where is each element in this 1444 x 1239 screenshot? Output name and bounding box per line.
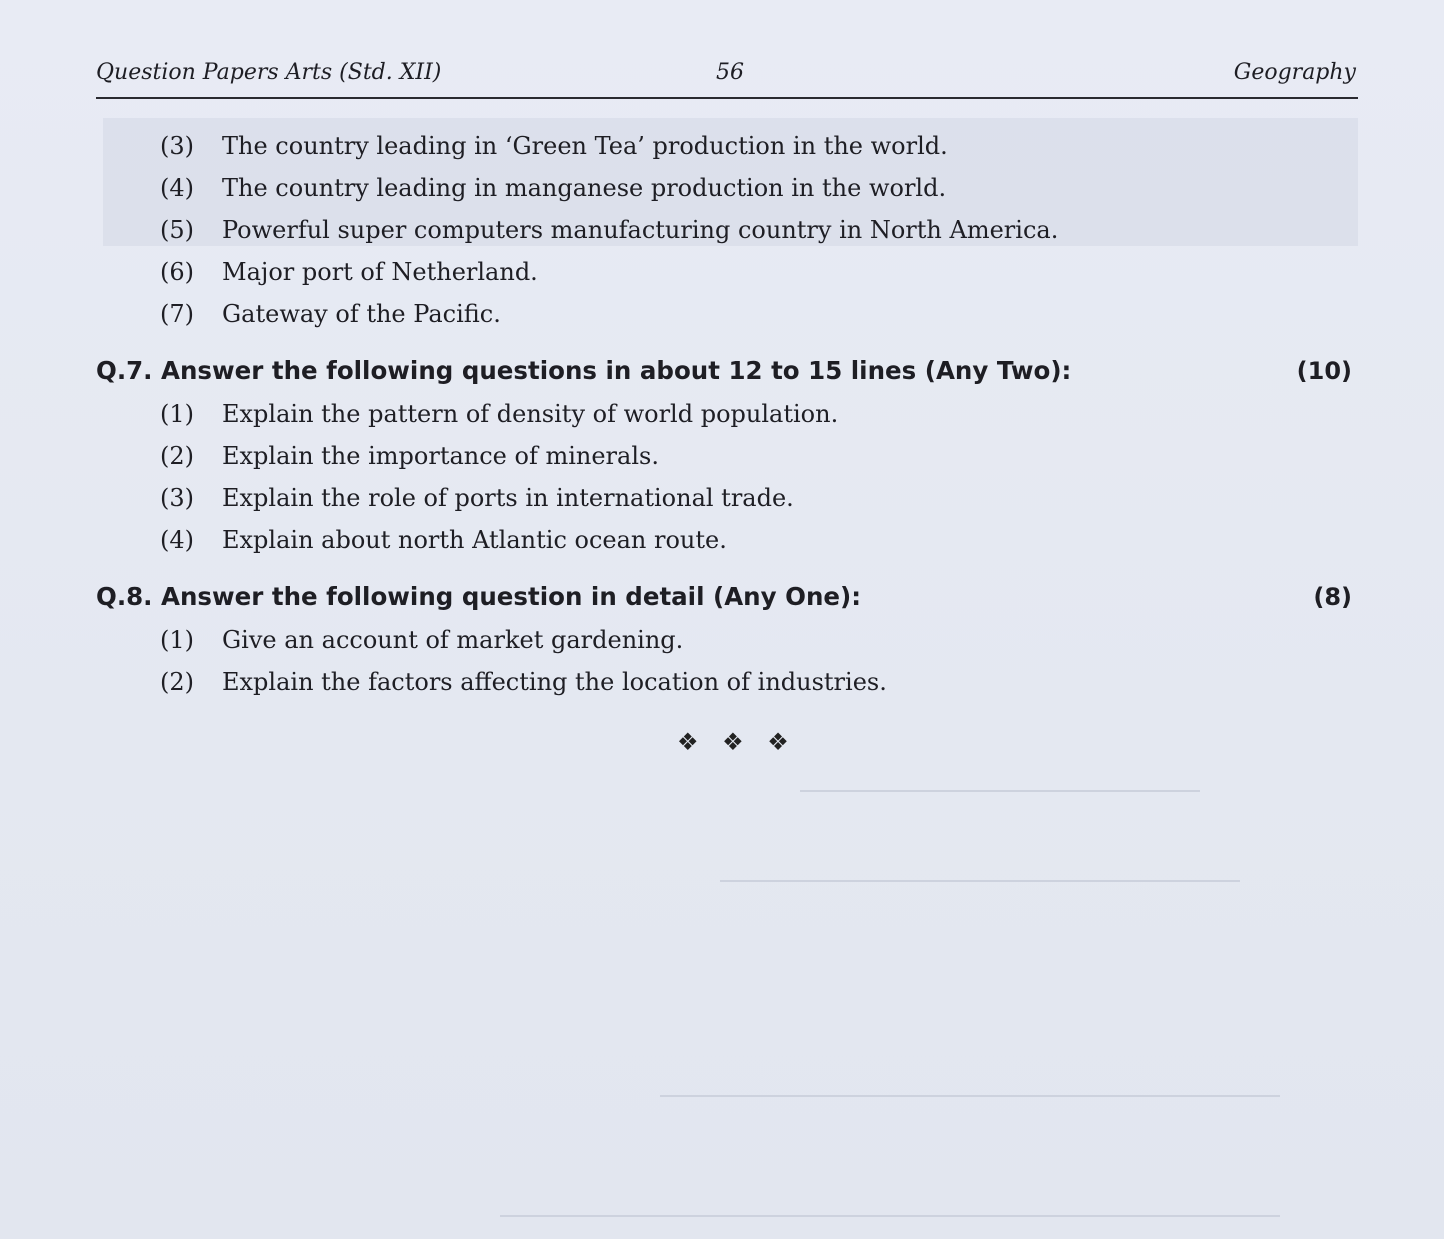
question-8-heading: Q.8. Answer the following question in detail (Any One): — [96, 582, 861, 611]
item-number: (7) — [160, 300, 194, 328]
item-number: (4) — [160, 174, 194, 202]
ornament-divider: ❖ ❖ ❖ — [677, 728, 797, 756]
item-text: Explain about north Atlantic ocean route. — [222, 526, 727, 554]
item-text: Gateway of the Pacific. — [222, 300, 501, 328]
item-number: (3) — [160, 484, 194, 512]
page-number: 56 — [716, 60, 744, 85]
item-text: Major port of Netherland. — [222, 258, 538, 286]
subject-title: Geography — [1233, 60, 1356, 85]
item-number: (4) — [160, 526, 194, 554]
item-text: Explain the pattern of density of world population. — [222, 400, 839, 428]
bleed-through-line — [500, 1215, 1280, 1217]
item-number: (5) — [160, 216, 194, 244]
item-number: (6) — [160, 258, 194, 286]
bleed-through-line — [720, 880, 1240, 882]
book-title: Question Papers Arts (Std. XII) — [96, 60, 442, 85]
bleed-through-line — [800, 790, 1200, 792]
item-text: Give an account of market gardening. — [222, 626, 684, 654]
item-number: (2) — [160, 442, 194, 470]
page-header — [96, 60, 1356, 100]
item-text: Powerful super computers manufacturing country in North America. — [222, 216, 1059, 244]
bleed-through-line — [660, 1095, 1280, 1097]
item-text: Explain the importance of minerals. — [222, 442, 659, 470]
item-text: Explain the factors affecting the location of industries. — [222, 668, 887, 696]
question-7-marks: (10) — [1296, 357, 1352, 385]
item-text: The country leading in manganese production in the world. — [222, 174, 947, 202]
item-number: (3) — [160, 132, 194, 160]
item-number: (1) — [160, 626, 194, 654]
item-text: Explain the role of ports in international trade. — [222, 484, 794, 512]
question-8-marks: (8) — [1313, 583, 1352, 611]
header-rule — [96, 97, 1358, 99]
question-7-heading: Q.7. Answer the following questions in about 12 to 15 lines (Any Two): — [96, 356, 1072, 385]
item-number: (1) — [160, 400, 194, 428]
item-number: (2) — [160, 668, 194, 696]
item-text: The country leading in ‘Green Tea’ production in the world. — [222, 132, 948, 160]
